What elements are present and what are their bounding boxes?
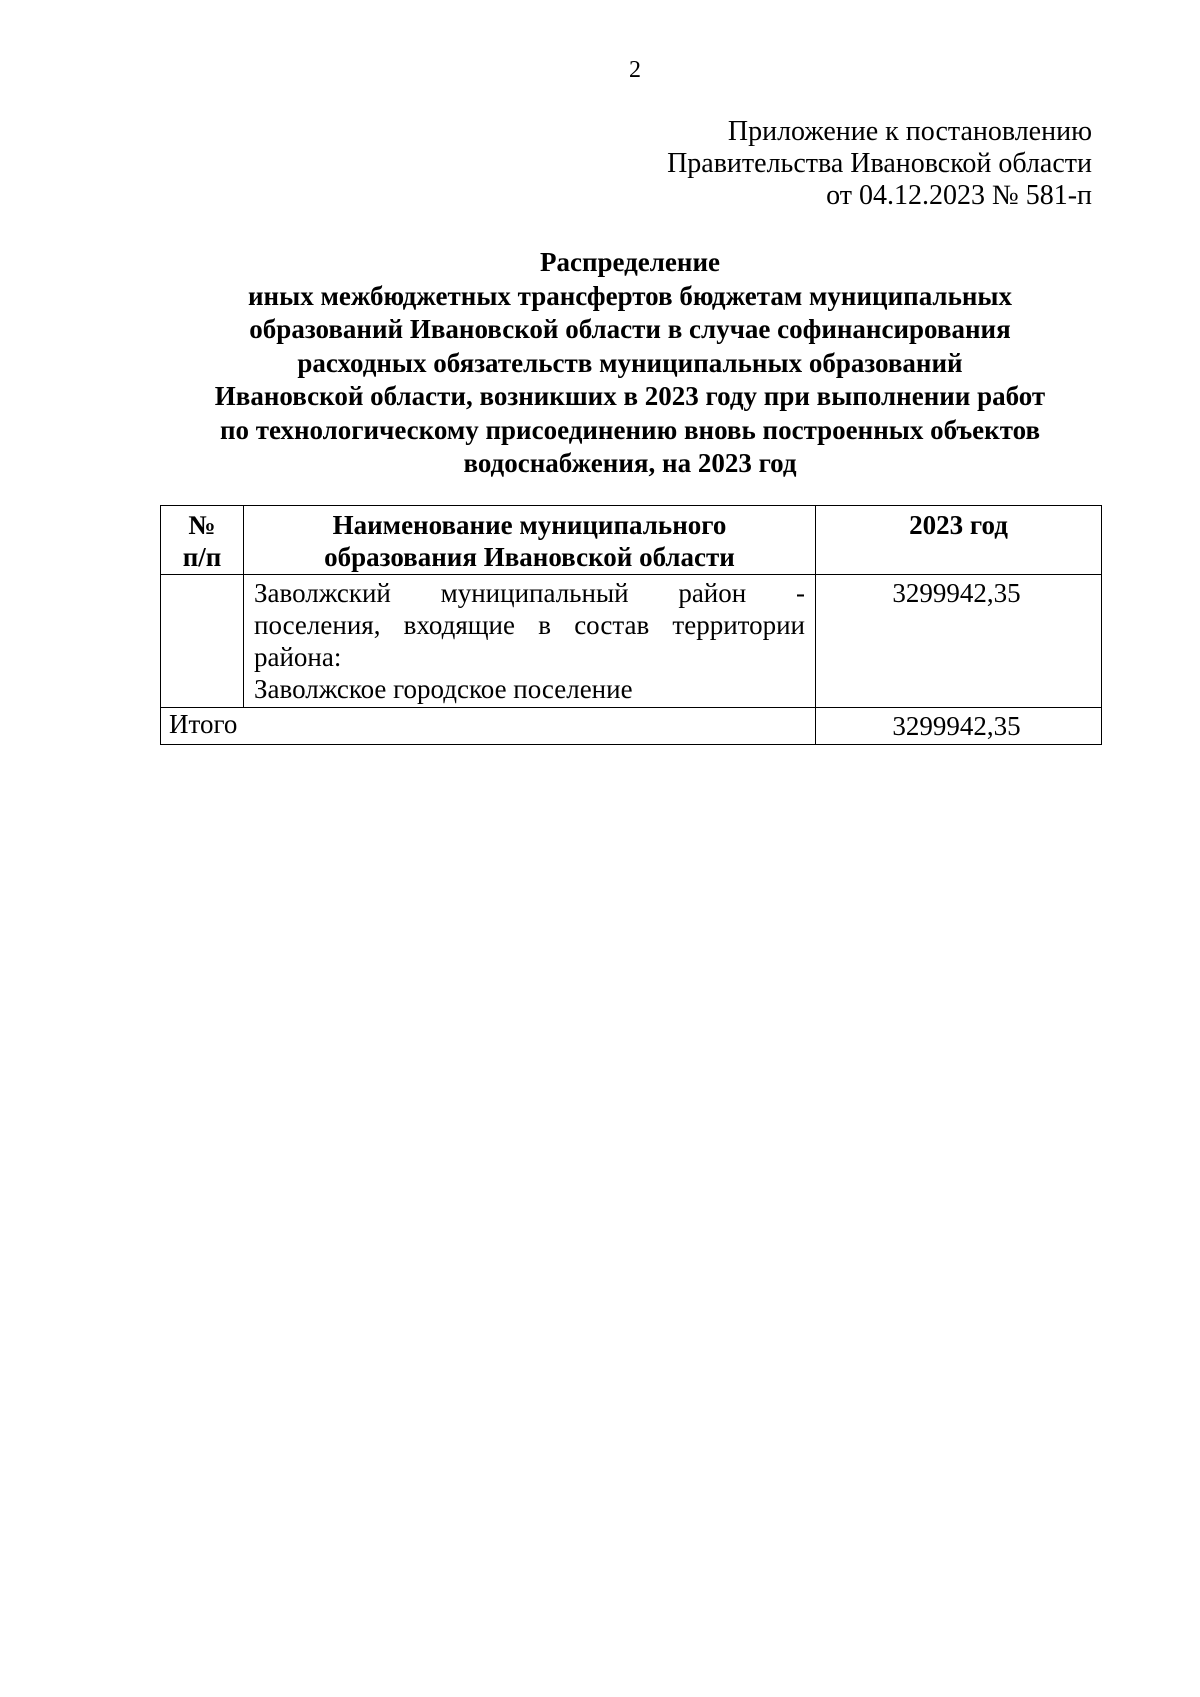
title-line-5: Ивановской области, возникших в 2023 году при выполнении работ	[214, 381, 1046, 411]
row-name-line-1: Заволжский муниципальный район -	[254, 578, 805, 608]
title-line-7: водоснабжения, на 2023 год	[463, 448, 797, 478]
row-name-line-3: района:	[254, 642, 342, 672]
row-value-cell: 3299942,35	[816, 575, 1102, 708]
row-name-line-2: поселения, входящие в состав территории	[254, 610, 805, 640]
total-value-cell: 3299942,35	[816, 708, 1102, 745]
title-line-1: Распределение	[539, 247, 721, 277]
header-number-line-2: п/п	[182, 542, 222, 572]
table-total-row	[161, 708, 1102, 745]
page-number: 2	[629, 57, 641, 83]
total-label-cell: Итого	[161, 708, 816, 745]
table-header-row	[161, 506, 1102, 575]
row-number-cell	[161, 575, 244, 708]
header-name-line-1: Наименование муниципального	[332, 510, 727, 540]
distribution-table	[160, 505, 1102, 745]
header-number-line-1: №	[188, 510, 216, 540]
appendix-reference	[667, 116, 1092, 212]
table-row	[161, 575, 1102, 708]
title-line-6: по технологическому присоединению вновь построенных объектов	[219, 414, 1041, 445]
appendix-line-1: Приложение к постановлению	[727, 116, 1092, 147]
row-name-line-4: Заволжское городское поселение	[254, 674, 633, 704]
title-line-2: иных межбюджетных трансфертов бюджетам муниципальных	[248, 280, 1012, 311]
appendix-line-2: Правительства Ивановской области	[667, 148, 1092, 179]
document-title	[140, 246, 1120, 481]
header-municipality-name	[244, 506, 816, 575]
header-year: 2023 год	[816, 506, 1102, 575]
row-name-cell	[244, 575, 816, 708]
title-line-3: образований Ивановской области в случае софинансирования	[249, 314, 1011, 344]
header-number	[161, 506, 244, 575]
title-line-4: расходных обязательств муниципальных образований	[297, 347, 963, 378]
appendix-line-3: от 04.12.2023 № 581-п	[826, 180, 1092, 211]
header-name-line-2: образования Ивановской области	[324, 542, 735, 572]
